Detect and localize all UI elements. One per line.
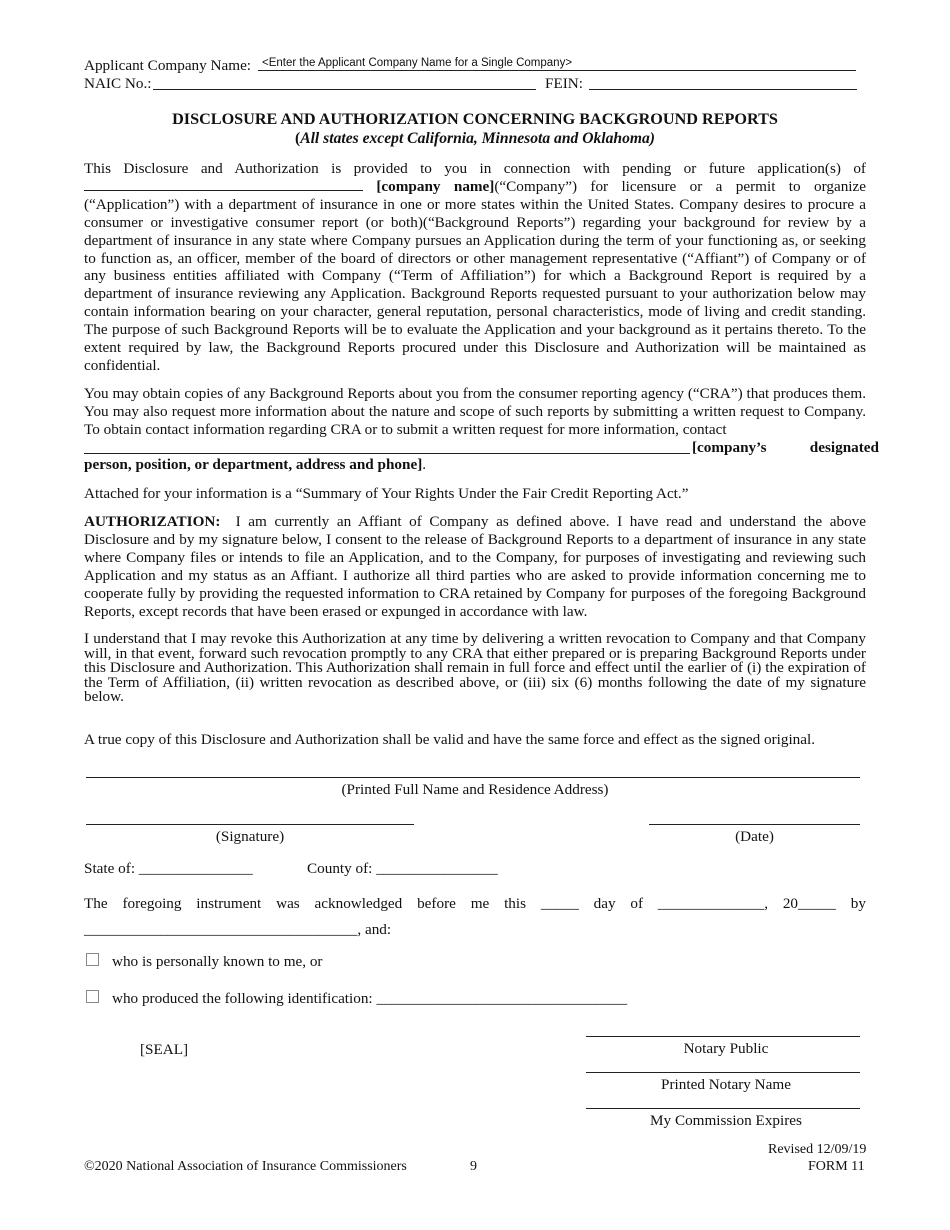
commission-expires-line[interactable] <box>586 1108 860 1109</box>
date-label: (Date) <box>735 828 774 845</box>
date-line[interactable] <box>649 824 860 825</box>
designated-person-text: person, position, or department, address and phone] <box>84 456 423 473</box>
contact-blank-line[interactable] <box>84 453 690 454</box>
cra-paragraph-text: You may obtain copies of any Background Reports about you from the consumer reporting agency (“CRA”) that produces them. You may also request more information about the nature and scope of such reports by submitting a written request to Company. To obtain contact information regarding CRA or to submit a written request for more information, contact <box>84 385 866 438</box>
authorization-paragraph <box>84 513 866 620</box>
seal-label: [SEAL] <box>140 1041 189 1058</box>
true-copy-statement: A true copy of this Disclosure and Authorization shall be valid and have the same force and effect as the signed original. <box>84 731 816 748</box>
signature-line[interactable] <box>86 824 414 825</box>
company-name-label: Applicant Company Name: <box>84 57 252 74</box>
identification-checkbox[interactable] <box>86 990 99 1003</box>
copyright-notice: ©2020 National Association of Insurance Commissioners <box>84 1159 407 1174</box>
designated-person-period: . <box>422 456 427 473</box>
identification-label[interactable]: who produced the following identification: _________________________________ <box>112 990 628 1007</box>
notary-public-signature-line[interactable] <box>586 1036 860 1037</box>
disclosure-line-2 <box>84 178 866 196</box>
naic-field-line[interactable] <box>153 89 536 90</box>
naic-label: NAIC No.: <box>84 75 152 92</box>
disclosure-line-1: This Disclosure and Authorization is provided to you in connection with pending or future application(s) of <box>84 160 866 177</box>
state-of-field[interactable]: State of: _______________ <box>84 860 253 877</box>
subtitle-open-paren: ( <box>295 130 301 147</box>
acknowledgment-line: The foregoing instrument was acknowledged before me this _____ day of ______________, 20_____ by <box>84 895 866 912</box>
revocation-paragraph: I understand that I may revoke this Authorization at any time by delivering a written revocation to Company and that Company will, in that event, forward such revocation promptly to any CRA that either prepared or is preparing Background Reports under this Disclosure and Authorization. This Authorization shall remain in full force and effect until the earlier of (i) the expiration of the Term of Affiliation, (ii) written revocation as described above, or (iii) six (6) months following the date of my signature below. <box>84 630 866 706</box>
commission-expires-label: My Commission Expires <box>650 1112 802 1129</box>
company-name-input[interactable] <box>258 55 856 71</box>
authorization-label: AUTHORIZATION: <box>84 513 221 530</box>
subtitle-text: All states except California, Minnesota and Oklahoma) <box>300 130 655 147</box>
personally-known-label: who is personally known to me, or <box>112 953 323 970</box>
cra-paragraph <box>84 385 866 439</box>
revised-date: Revised 12/09/19 <box>768 1142 867 1157</box>
fein-label: FEIN: <box>545 75 583 92</box>
personally-known-checkbox[interactable] <box>86 953 99 966</box>
form-number: FORM 11 <box>808 1159 865 1174</box>
signature-label: (Signature) <box>215 828 285 845</box>
fein-field-line[interactable] <box>589 89 857 90</box>
company-name-blank[interactable] <box>84 178 363 191</box>
designated-person-line-b <box>84 456 426 474</box>
document-title: DISCLOSURE AND AUTHORIZATION CONCERNING BACKGROUND REPORTS <box>172 110 778 128</box>
county-of-field[interactable]: County of: ________________ <box>307 860 498 877</box>
printed-notary-name-line[interactable] <box>586 1072 860 1073</box>
page-number: 9 <box>470 1159 477 1174</box>
notary-public-label: Notary Public <box>683 1040 769 1057</box>
designated-person-line-a: [company’s designated <box>692 439 879 456</box>
printed-name-label: (Printed Full Name and Residence Address) <box>341 781 609 798</box>
acknowledgment-name-line[interactable]: ____________________________________, and: <box>84 921 392 938</box>
company-name-placeholder: [company name] <box>376 177 495 195</box>
printed-name-line[interactable] <box>86 777 860 778</box>
disclosure-line-2-text: (“Company”) for licensure or a permit to organize <box>494 177 866 195</box>
document-subtitle <box>84 130 866 148</box>
fcra-summary-note: Attached for your information is a “Summary of Your Rights Under the Fair Credit Reporting Act.” <box>84 485 689 502</box>
disclosure-paragraph <box>84 160 866 375</box>
authorization-text: I am currently an Affiant of Company as defined above. I have read and understand the above Disclosure and by my signature below, I consent to the release of Background Reports to a department of insurance in any state where Company files or intends to file an Application, and to the Company, for purposes of investigating and reviewing such Application and my status as an Affiant. I authorize all third parties who are asked to provide information concerning me to cooperate fully by providing the requested information to CRA retained by Company for purposes of the foregoing Background Reports, except records that have been erased or expunged in accordance with law. <box>84 513 867 620</box>
printed-notary-name-label: Printed Notary Name <box>661 1076 791 1093</box>
disclosure-body: (“Application”) with a department of insurance in one or more states within the United States. Company desires to procure a consumer or investigative consumer report (or both)(“Background Reports”) regarding your background for review by a department of insurance in any state where Company pursues an Application during the term of your functioning as, or seeking to function as, an officer, member of the board of directors or other management representative (“Affiant”) of Company or of any business entities affiliated with Company (“Term of Affiliation”) for which a Background Report is required by a department of insurance reviewing any Application. Background Reports requested pursuant to your authorization below may contain information bearing on your character, general reputation, personal characteristics, mode of living and credit standing. The purpose of such Background Reports will be to evaluate the Application and your background as it pertains thereto. To the extent required by law, the Background Reports procured under this Disclosure and Authorization will be maintained as confidential. <box>84 195 866 374</box>
